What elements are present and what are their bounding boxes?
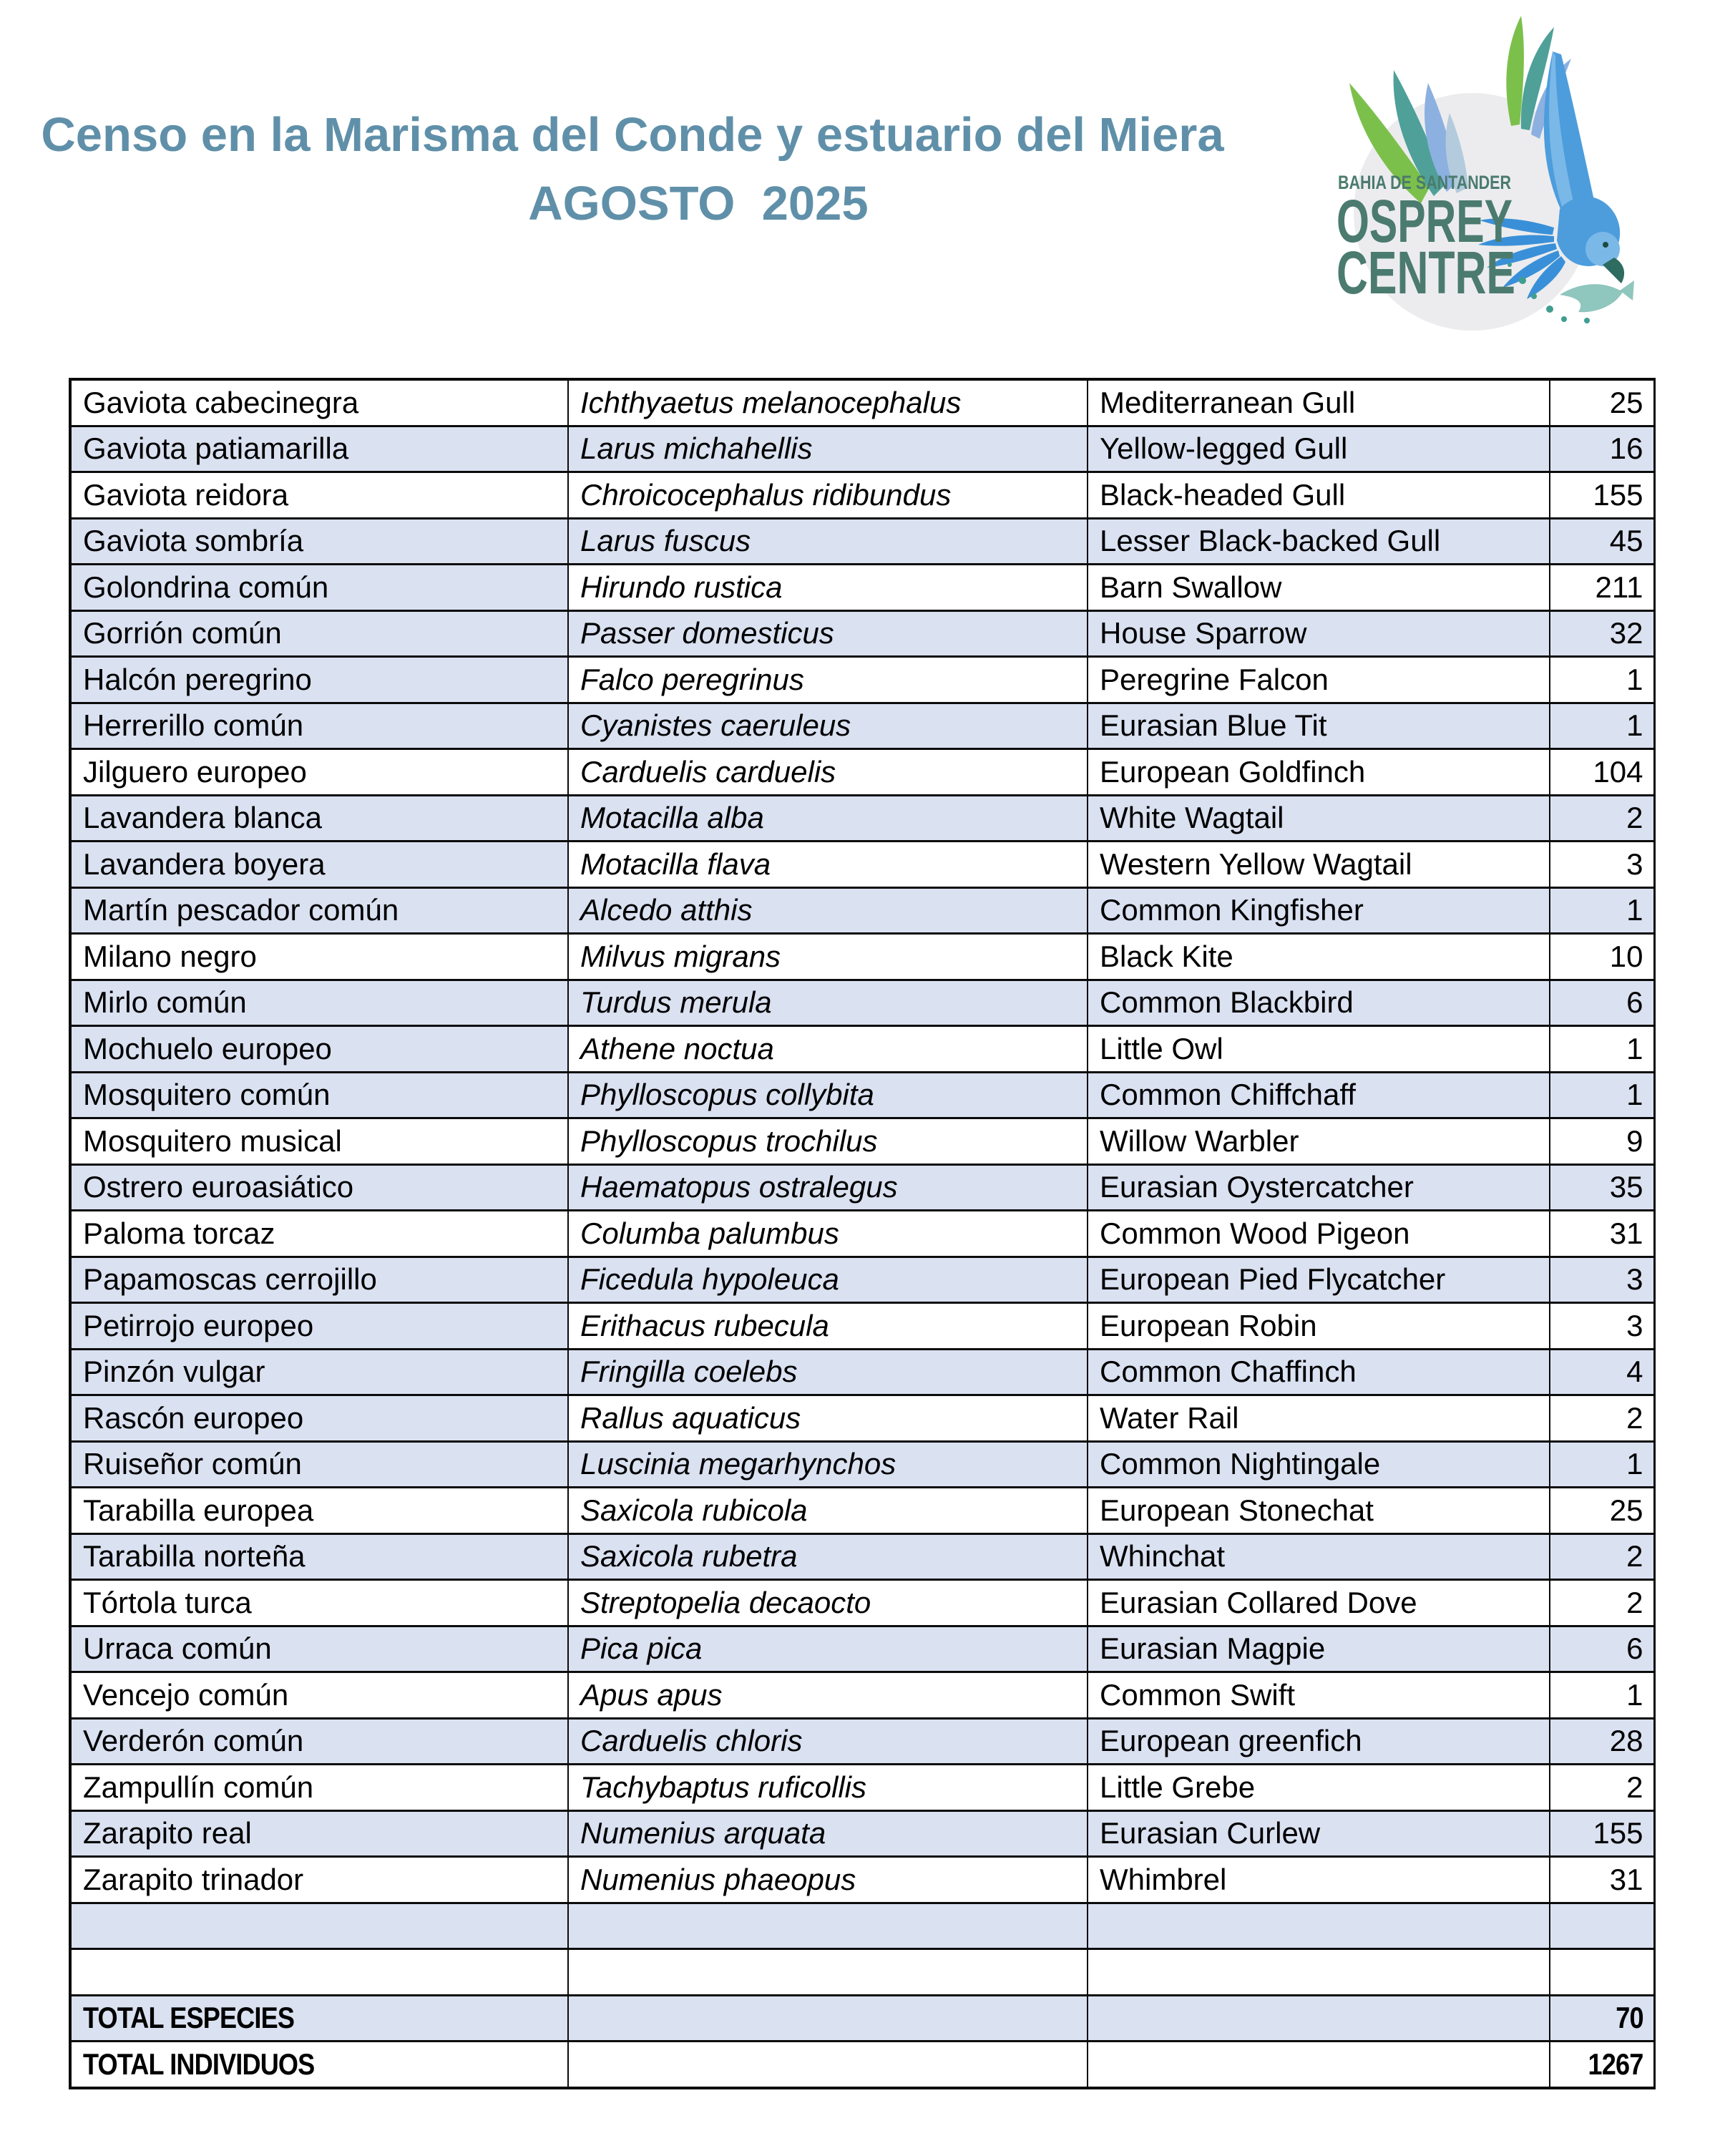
- species-count-cell: 155: [1550, 472, 1654, 519]
- species-sci-name-cell: Columba palumbus: [568, 1211, 1088, 1257]
- species-sci-name-cell: Numenius arquata: [568, 1810, 1088, 1857]
- species-name-en-cell: Mediterranean Gull: [1088, 379, 1550, 426]
- species-sci-name-cell: [568, 2042, 1088, 2088]
- table-row: [70, 1257, 1654, 1303]
- osprey-logo-graphic: [1308, 6, 1634, 341]
- species-name-en-cell: [1088, 1995, 1550, 2042]
- species-name-es-cell: Mirlo común: [70, 980, 568, 1026]
- species-name-en-cell: European Stonechat: [1088, 1488, 1550, 1534]
- table-row: [70, 1672, 1654, 1719]
- species-count-cell: 2: [1550, 795, 1654, 842]
- table-row: [70, 610, 1654, 657]
- total-value: 70: [1616, 2001, 1643, 2035]
- species-name-es-cell: Mochuelo europeo: [70, 1026, 568, 1073]
- species-name-es-cell: Gaviota patiamarilla: [70, 426, 568, 472]
- species-name-en-cell: Barn Swallow: [1088, 565, 1550, 611]
- species-name-en-cell: Eurasian Collared Dove: [1088, 1580, 1550, 1626]
- species-name-en-cell: White Wagtail: [1088, 795, 1550, 842]
- total-value: 1267: [1588, 2047, 1643, 2081]
- table-row: [70, 472, 1654, 519]
- table-row: [70, 795, 1654, 842]
- species-name-es-cell: Rascón europeo: [70, 1395, 568, 1442]
- table-row: [70, 1533, 1654, 1580]
- table-row: [70, 934, 1654, 980]
- table-row: [70, 1118, 1654, 1165]
- table-row: [70, 1026, 1654, 1073]
- table-row: [70, 1810, 1654, 1857]
- species-name-en-cell: Water Rail: [1088, 1395, 1550, 1442]
- species-count-cell: 25: [1550, 1488, 1654, 1534]
- table-row: [70, 657, 1654, 703]
- species-count-cell: 1: [1550, 1672, 1654, 1719]
- table-row: [70, 887, 1654, 934]
- species-name-en-cell: European Robin: [1088, 1303, 1550, 1350]
- table-row: [70, 379, 1654, 426]
- page-title: Censo en la Marisma del Conde y estuario del Miera: [41, 108, 1224, 162]
- logo-text-osprey: OSPREY: [1337, 187, 1513, 255]
- table-row: [70, 1211, 1654, 1257]
- species-sci-name-cell: Apus apus: [568, 1672, 1088, 1719]
- species-name-en-cell: [1088, 1903, 1550, 1949]
- species-name-es-cell: Golondrina común: [70, 565, 568, 611]
- species-name-es-cell: Herrerillo común: [70, 703, 568, 749]
- table-row: [70, 1949, 1654, 1996]
- species-count-cell: 45: [1550, 518, 1654, 565]
- table-row: [70, 1395, 1654, 1442]
- table-row: [70, 980, 1654, 1026]
- species-name-es-cell: Tórtola turca: [70, 1580, 568, 1626]
- table-row: [70, 1072, 1654, 1118]
- species-count-cell: 1: [1550, 657, 1654, 703]
- total-label: TOTAL ESPECIES: [83, 2001, 295, 2035]
- species-name-es-cell: Vencejo común: [70, 1672, 568, 1719]
- table-row: [70, 1164, 1654, 1211]
- species-name-es-cell: Paloma torcaz: [70, 1211, 568, 1257]
- species-sci-name-cell: Motacilla flava: [568, 842, 1088, 888]
- species-name-en-cell: Common Chaffinch: [1088, 1349, 1550, 1395]
- species-name-es-cell: [70, 1995, 568, 2042]
- species-count-cell: 1: [1550, 703, 1654, 749]
- species-sci-name-cell: Cyanistes caeruleus: [568, 703, 1088, 749]
- table-row: [70, 703, 1654, 749]
- species-sci-name-cell: Alcedo atthis: [568, 887, 1088, 934]
- species-sci-name-cell: Saxicola rubetra: [568, 1533, 1088, 1580]
- species-sci-name-cell: Carduelis carduelis: [568, 749, 1088, 796]
- species-sci-name-cell: Carduelis chloris: [568, 1718, 1088, 1765]
- species-sci-name-cell: Phylloscopus collybita: [568, 1072, 1088, 1118]
- species-count-cell: 28: [1550, 1718, 1654, 1765]
- species-sci-name-cell: Chroicocephalus ridibundus: [568, 472, 1088, 519]
- species-name-es-cell: Ruiseñor común: [70, 1441, 568, 1488]
- species-count-cell: 1: [1550, 1072, 1654, 1118]
- species-count-cell: 2: [1550, 1395, 1654, 1442]
- species-count-cell: 2: [1550, 1533, 1654, 1580]
- species-count-cell: 104: [1550, 749, 1654, 796]
- species-count-cell: 16: [1550, 426, 1654, 472]
- species-name-es-cell: Zarapito trinador: [70, 1857, 568, 1903]
- species-name-en-cell: Black-headed Gull: [1088, 472, 1550, 519]
- table-row: [70, 1580, 1654, 1626]
- species-name-es-cell: Ostrero euroasiático: [70, 1164, 568, 1211]
- species-name-en-cell: Little Grebe: [1088, 1765, 1550, 1811]
- species-sci-name-cell: Tachybaptus ruficollis: [568, 1765, 1088, 1811]
- species-count-cell: 211: [1550, 565, 1654, 611]
- species-count-cell: 1: [1550, 1441, 1654, 1488]
- species-count-cell: 31: [1550, 1211, 1654, 1257]
- species-name-es-cell: Gorrión común: [70, 610, 568, 657]
- species-count-cell: [1550, 2042, 1654, 2088]
- species-sci-name-cell: Athene noctua: [568, 1026, 1088, 1073]
- osprey-centre-logo: [1308, 6, 1634, 341]
- species-name-es-cell: [70, 2042, 568, 2088]
- species-name-en-cell: Common Kingfisher: [1088, 887, 1550, 934]
- species-name-es-cell: Verderón común: [70, 1718, 568, 1765]
- species-sci-name-cell: Rallus aquaticus: [568, 1395, 1088, 1442]
- species-sci-name-cell: Larus michahellis: [568, 426, 1088, 472]
- species-name-es-cell: Petirrojo europeo: [70, 1303, 568, 1350]
- species-name-es-cell: Zarapito real: [70, 1810, 568, 1857]
- census-table-body: [70, 379, 1654, 2088]
- table-row: [70, 842, 1654, 888]
- species-sci-name-cell: Erithacus rubecula: [568, 1303, 1088, 1350]
- species-name-en-cell: Peregrine Falcon: [1088, 657, 1550, 703]
- species-count-cell: 10: [1550, 934, 1654, 980]
- species-name-es-cell: Zampullín común: [70, 1765, 568, 1811]
- species-sci-name-cell: Saxicola rubicola: [568, 1488, 1088, 1534]
- species-count-cell: 2: [1550, 1765, 1654, 1811]
- table-row: [70, 2042, 1654, 2088]
- table-row: [70, 426, 1654, 472]
- species-name-en-cell: Whimbrel: [1088, 1857, 1550, 1903]
- species-sci-name-cell: [568, 1949, 1088, 1996]
- census-table: [69, 378, 1656, 2089]
- species-sci-name-cell: Milvus migrans: [568, 934, 1088, 980]
- species-name-es-cell: Gaviota cabecinegra: [70, 379, 568, 426]
- species-count-cell: 25: [1550, 379, 1654, 426]
- species-name-en-cell: European Goldfinch: [1088, 749, 1550, 796]
- species-name-es-cell: Mosquitero musical: [70, 1118, 568, 1165]
- species-sci-name-cell: Falco peregrinus: [568, 657, 1088, 703]
- species-name-en-cell: European greenfich: [1088, 1718, 1550, 1765]
- species-sci-name-cell: Haematopus ostralegus: [568, 1164, 1088, 1211]
- species-sci-name-cell: Passer domesticus: [568, 610, 1088, 657]
- species-name-es-cell: Papamoscas cerrojillo: [70, 1257, 568, 1303]
- species-count-cell: 6: [1550, 980, 1654, 1026]
- species-count-cell: 2: [1550, 1580, 1654, 1626]
- species-sci-name-cell: Turdus merula: [568, 980, 1088, 1026]
- page-subtitle: AGOSTO 2025: [528, 177, 869, 230]
- species-name-en-cell: European Pied Flycatcher: [1088, 1257, 1550, 1303]
- species-count-cell: [1550, 1949, 1654, 1996]
- species-name-es-cell: Halcón peregrino: [70, 657, 568, 703]
- table-row: [70, 1488, 1654, 1534]
- table-row: [70, 1718, 1654, 1765]
- species-count-cell: 4: [1550, 1349, 1654, 1395]
- species-count-cell: 3: [1550, 1303, 1654, 1350]
- species-name-es-cell: Tarabilla norteña: [70, 1533, 568, 1580]
- species-name-en-cell: Yellow-legged Gull: [1088, 426, 1550, 472]
- logo-text-centre: CENTRE: [1337, 239, 1515, 306]
- species-count-cell: [1550, 1903, 1654, 1949]
- species-sci-name-cell: Fringilla coelebs: [568, 1349, 1088, 1395]
- table-row: [70, 565, 1654, 611]
- species-sci-name-cell: Ficedula hypoleuca: [568, 1257, 1088, 1303]
- species-name-es-cell: Gaviota reidora: [70, 472, 568, 519]
- species-count-cell: [1550, 1995, 1654, 2042]
- species-name-es-cell: Pinzón vulgar: [70, 1349, 568, 1395]
- species-name-en-cell: [1088, 1949, 1550, 1996]
- table-row: [70, 1349, 1654, 1395]
- species-name-en-cell: Western Yellow Wagtail: [1088, 842, 1550, 888]
- table-row: [70, 1303, 1654, 1350]
- species-name-en-cell: Eurasian Blue Tit: [1088, 703, 1550, 749]
- species-name-en-cell: Common Wood Pigeon: [1088, 1211, 1550, 1257]
- species-sci-name-cell: Streptopelia decaocto: [568, 1580, 1088, 1626]
- table-row: [70, 1903, 1654, 1949]
- species-name-es-cell: Lavandera boyera: [70, 842, 568, 888]
- table-row: [70, 518, 1654, 565]
- species-name-es-cell: Lavandera blanca: [70, 795, 568, 842]
- species-count-cell: 3: [1550, 1257, 1654, 1303]
- species-name-en-cell: Lesser Black-backed Gull: [1088, 518, 1550, 565]
- species-sci-name-cell: Pica pica: [568, 1626, 1088, 1672]
- species-count-cell: 1: [1550, 1026, 1654, 1073]
- species-sci-name-cell: Ichthyaetus melanocephalus: [568, 379, 1088, 426]
- species-name-es-cell: Jilguero europeo: [70, 749, 568, 796]
- species-name-en-cell: [1088, 2042, 1550, 2088]
- table-row: [70, 1765, 1654, 1811]
- species-sci-name-cell: Phylloscopus trochilus: [568, 1118, 1088, 1165]
- species-sci-name-cell: [568, 1995, 1088, 2042]
- species-sci-name-cell: [568, 1903, 1088, 1949]
- species-count-cell: 9: [1550, 1118, 1654, 1165]
- table-row: [70, 1441, 1654, 1488]
- species-count-cell: 155: [1550, 1810, 1654, 1857]
- table-row: [70, 1857, 1654, 1903]
- species-name-en-cell: House Sparrow: [1088, 610, 1550, 657]
- species-count-cell: 6: [1550, 1626, 1654, 1672]
- species-name-en-cell: Willow Warbler: [1088, 1118, 1550, 1165]
- species-name-es-cell: Gaviota sombría: [70, 518, 568, 565]
- species-name-es-cell: Milano negro: [70, 934, 568, 980]
- logo-text-bahia-de-santander: BAHIA DE SANTANDER: [1338, 172, 1511, 193]
- total-label: TOTAL INDIVIDUOS: [83, 2047, 315, 2081]
- table-row: [70, 1626, 1654, 1672]
- species-name-en-cell: Eurasian Curlew: [1088, 1810, 1550, 1857]
- species-name-es-cell: [70, 1949, 568, 1996]
- species-name-es-cell: Urraca común: [70, 1626, 568, 1672]
- document-header: [0, 106, 1265, 233]
- species-count-cell: 3: [1550, 842, 1654, 888]
- species-name-en-cell: Common Swift: [1088, 1672, 1550, 1719]
- species-count-cell: 35: [1550, 1164, 1654, 1211]
- species-name-en-cell: Whinchat: [1088, 1533, 1550, 1580]
- table-row: [70, 1995, 1654, 2042]
- species-name-en-cell: Common Nightingale: [1088, 1441, 1550, 1488]
- species-name-en-cell: Common Blackbird: [1088, 980, 1550, 1026]
- species-sci-name-cell: Numenius phaeopus: [568, 1857, 1088, 1903]
- species-name-es-cell: Martín pescador común: [70, 887, 568, 934]
- species-name-en-cell: Black Kite: [1088, 934, 1550, 980]
- species-name-en-cell: Little Owl: [1088, 1026, 1550, 1073]
- species-name-en-cell: Eurasian Magpie: [1088, 1626, 1550, 1672]
- table-row: [70, 749, 1654, 796]
- species-count-cell: 32: [1550, 610, 1654, 657]
- species-sci-name-cell: Motacilla alba: [568, 795, 1088, 842]
- species-count-cell: 31: [1550, 1857, 1654, 1903]
- species-sci-name-cell: Hirundo rustica: [568, 565, 1088, 611]
- species-sci-name-cell: Larus fuscus: [568, 518, 1088, 565]
- species-sci-name-cell: Luscinia megarhynchos: [568, 1441, 1088, 1488]
- species-count-cell: 1: [1550, 887, 1654, 934]
- species-name-es-cell: [70, 1903, 568, 1949]
- species-name-en-cell: Common Chiffchaff: [1088, 1072, 1550, 1118]
- species-name-en-cell: Eurasian Oystercatcher: [1088, 1164, 1550, 1211]
- species-name-es-cell: Tarabilla europea: [70, 1488, 568, 1534]
- species-name-es-cell: Mosquitero común: [70, 1072, 568, 1118]
